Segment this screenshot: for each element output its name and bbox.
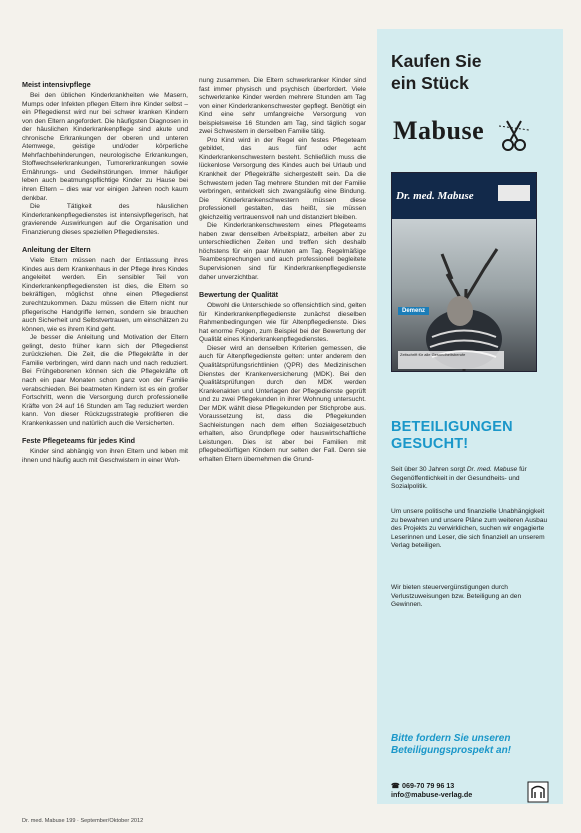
magazine-cover xyxy=(391,172,537,372)
cover-photo xyxy=(392,219,536,371)
heading-feste-pflegeteams: Feste Pflegeteams für jedes Kind xyxy=(22,436,136,446)
paragraph: nung zusammen. Die Eltern schwerkranker Kinder sind fast immer physisch und psychisch überfordert. Viele schwerkranke Kinder werden mehrere Stunden am Tag von einer Kinderkrankenschwester gepflegt. Benötigt ein Kind eine sehr umfangreiche Versorgung von beispielsweise 16 Stunden am Tag, sind täglich sogar zwei Schwestern in derselben Familie tätig. xyxy=(199,77,366,136)
paragraph: Die Tätigkeit des häuslichen Kinderkrankenpflegedienstes ist intensivpflegerisch, hat gravierende Auswirkungen auf die Organisation und Finanzierung dieses speziellen Pflegedienstes. xyxy=(22,203,188,236)
paragraph: Viele Eltern müssen nach der Entlassung ihres Kindes aus dem Krankenhaus in der Pflege ihres Kindes angeleitet werden. Ein sensibler Teil von Kinderkrankenpflegediensten ist dies, die Eltern so bekräftigen, möglichst ohne einen Pflegedienst zurechtzukommen. Dazu müssen die Eltern nicht nur pflegerische Handgriffe lernen, sondern sie brauchen auch Sicherheit und Selbstvertrauen, um einschätzen zu können, wie es ihrem Kind geht. xyxy=(22,257,188,333)
cover-masthead xyxy=(392,173,536,219)
cover-label-demenz: Demenz xyxy=(398,307,429,315)
page-footer: Dr. med. Mabuse 199 · September/Oktober 2012 xyxy=(22,818,144,824)
sidebar-text-3: Wir bieten steuervergünstigungen durch Verlustzuweisungen bzw. Beteiligung an den Gewinnen. xyxy=(391,584,522,608)
ad-headline-line1: Kaufen Sie xyxy=(391,51,482,71)
paragraph: Je besser die Anleitung und Motivation der Eltern gelingt, desto früher kann sich der Pflegedienst zurückziehen. Die Zeit, die die Pflegekräfte in der Familie verbringen, wird dann nach und nach reduziert. Bei Frühgeborenen können sich die Pflegekräfte oft nach ein paar Monaten schon ganz von der Familie verabschieden. Bei beatmeten Kindern ist es ein großer Fortschritt, wenn die Versorgung durch professionelle Kräfte von 24 auf 16 Stunden am Tag reduziert werden kann. Von dieser Rückzugsstrategie profitieren die Krankenkassen und natürlich auch die Versicherten. xyxy=(22,334,188,427)
ad-headline-line2: ein Stück xyxy=(391,73,469,93)
heading-meist-intensivpflege: Meist intensivpflege xyxy=(22,80,91,89)
sidebar-text-2: Um unsere politische und finanzielle Unabhängigkeit zu bewahren und unsere Pläne zum weiteren Ausbau des Projekts zu verwirklichen, suchen wir engagierte Leserinnen und Leser, die sich finanziell an unserem Verlag beteiligen. xyxy=(391,508,548,549)
left-column xyxy=(22,66,188,465)
mabuse-brand-word: Mabuse xyxy=(393,116,485,145)
sidebar-phone[interactable]: ☎ 069-70 79 96 13 xyxy=(391,781,455,790)
sidebar-contact xyxy=(391,781,521,800)
sidebar-email[interactable]: info@mabuse-verlag.de xyxy=(391,790,473,800)
beteiligungen-heading xyxy=(391,419,557,453)
paragraph: Obwohl die Unterschiede so offensichtlich sind, gelten für Kinderkrankenpflegedienste zunächst dieselben Rahmenbedingungen wie für Altenpflegedienste. Dies hat enorme Folgen, zum Beispiel bei der Bewertung der Qualität eines Kinderkrankenpflegedienstes. xyxy=(199,302,366,344)
mabuse-ad-sidebar xyxy=(377,29,563,804)
sidebar-text-1c: für Gegenöffentlichkeit in der Gesundheits- und Sozialpolitik. xyxy=(391,466,527,490)
sidebar-text-1 xyxy=(391,466,549,492)
ad-headline xyxy=(391,50,551,94)
middle-column xyxy=(199,77,366,465)
heading-anleitung: Anleitung der Eltern xyxy=(22,245,91,255)
paragraph: Dieser wird an denselben Kriterien gemessen, die auch für Altenpflegedienste gelten: unter anderem den Qualitätsprüfungsrichtlinien (QPR) des Medizinischen Dienstes der Krankenversicherung (MDK). Bei den Qualitätsprüfungen durch den MDK werden Krankenakten und Unterlagen der Pflegedienste geprüft und zu zwei Pflegekunden in ihrer Wohnung untersucht. Der MDK wählt diese Pflegekunden per Stichprobe aus. Voraussetzung ist, dass die Pflegekunden Sachleistungen nach dem elften Sozialgesetzbuch erhalten, also Grundpflege oder hauswirtschaftliche Leistungen. Dies ist aber bei Familien mit pflegebedürftigen Kindern nur selten der Fall. Denn sie erhalten Eltern übernehmen die Grund- xyxy=(199,344,366,463)
sidebar-text-1b: Dr. med. Mabuse xyxy=(466,466,518,473)
cover-caption: Zeitschrift für alle Gesundheitsberufe xyxy=(398,351,504,369)
paragraph: Pro Kind wird in der Regel ein festes Pflegeteam gebildet, das aus fünf oder acht Kinderkrankenschwestern besteht. Schließlich muss die lückenlose Versorgung des Kindes auch bei Urlaub und Krankheit der Pflegekräfte sichergestellt sein. Da die Schwestern jeden Tag mehrere Stunden mit der Familie verbringen, entwickelt sich zwangsläufig eine Bindung. Die Kinderkrankenschwestern müssen diese professionell gestalten, das heißt, sie müssen gleichzeitig vertrauensvoll nah und distanziert bleiben. xyxy=(199,136,366,221)
beteiligungen-line2: GESUCHT! xyxy=(391,436,469,452)
heading-bewertung: Bewertung der Qualität xyxy=(199,290,279,300)
mabuse-logo-icon xyxy=(527,781,549,803)
sidebar-callout: Bitte fordern Sie unseren Beteiligungsprospekt an! xyxy=(391,733,512,756)
beteiligungen-line1: BETEILIGUNGEN xyxy=(391,419,513,435)
paragraph: Kinder sind abhängig von ihren Eltern und leben mit ihnen und häufig auch mit Geschwistern in einer Woh- xyxy=(22,448,188,464)
sidebar-text-1a: Seit über 30 Jahren sorgt xyxy=(391,466,466,473)
cover-title: Dr. med. Mabuse xyxy=(396,190,474,202)
tree-illustration xyxy=(392,219,536,371)
cover-barcode xyxy=(498,185,530,201)
paragraph: Die Kinderkrankenschwestern eines Pflegeteams haben zwar denselben Arbeitsplatz, arbeiten aber zu unterschiedlichen Zeiten und treffen sich deshalb höchstens für ein paar Minuten am Tag. Regelmäßige Teambesprechungen und auch professionell begleitete Supervisionen sind für Kinderkrankenpflegedienste daher unverzichtbar. xyxy=(199,222,366,281)
scissors-icon xyxy=(499,118,529,152)
paragraph: Bei den üblichen Kinderkrankheiten wie Masern, Mumps oder Infekten pflegen Eltern ihre Kinder selbst – ein Pflegedienst wird nur bei schwer kranken Kindern von den Eltern angefordert. Die häufigsten Diagnosen in der häuslichen Kinderkrankenpflege sind akute und chronische Erkrankungen der oberen und unteren Atemwege, geistige und/oder körperliche Mehrfachbehinderungen, neurologische Erkrankungen, Stoffwechselerkrankungen, Tumorerkrankungen sowie Ernährungs- und Gedeihstörungen. Immer häufiger leben auch beatmungspflichtige Kinder zu Hause bei ihren Eltern – dies war vor einigen Jahren noch kaum denkbar. xyxy=(22,92,188,202)
